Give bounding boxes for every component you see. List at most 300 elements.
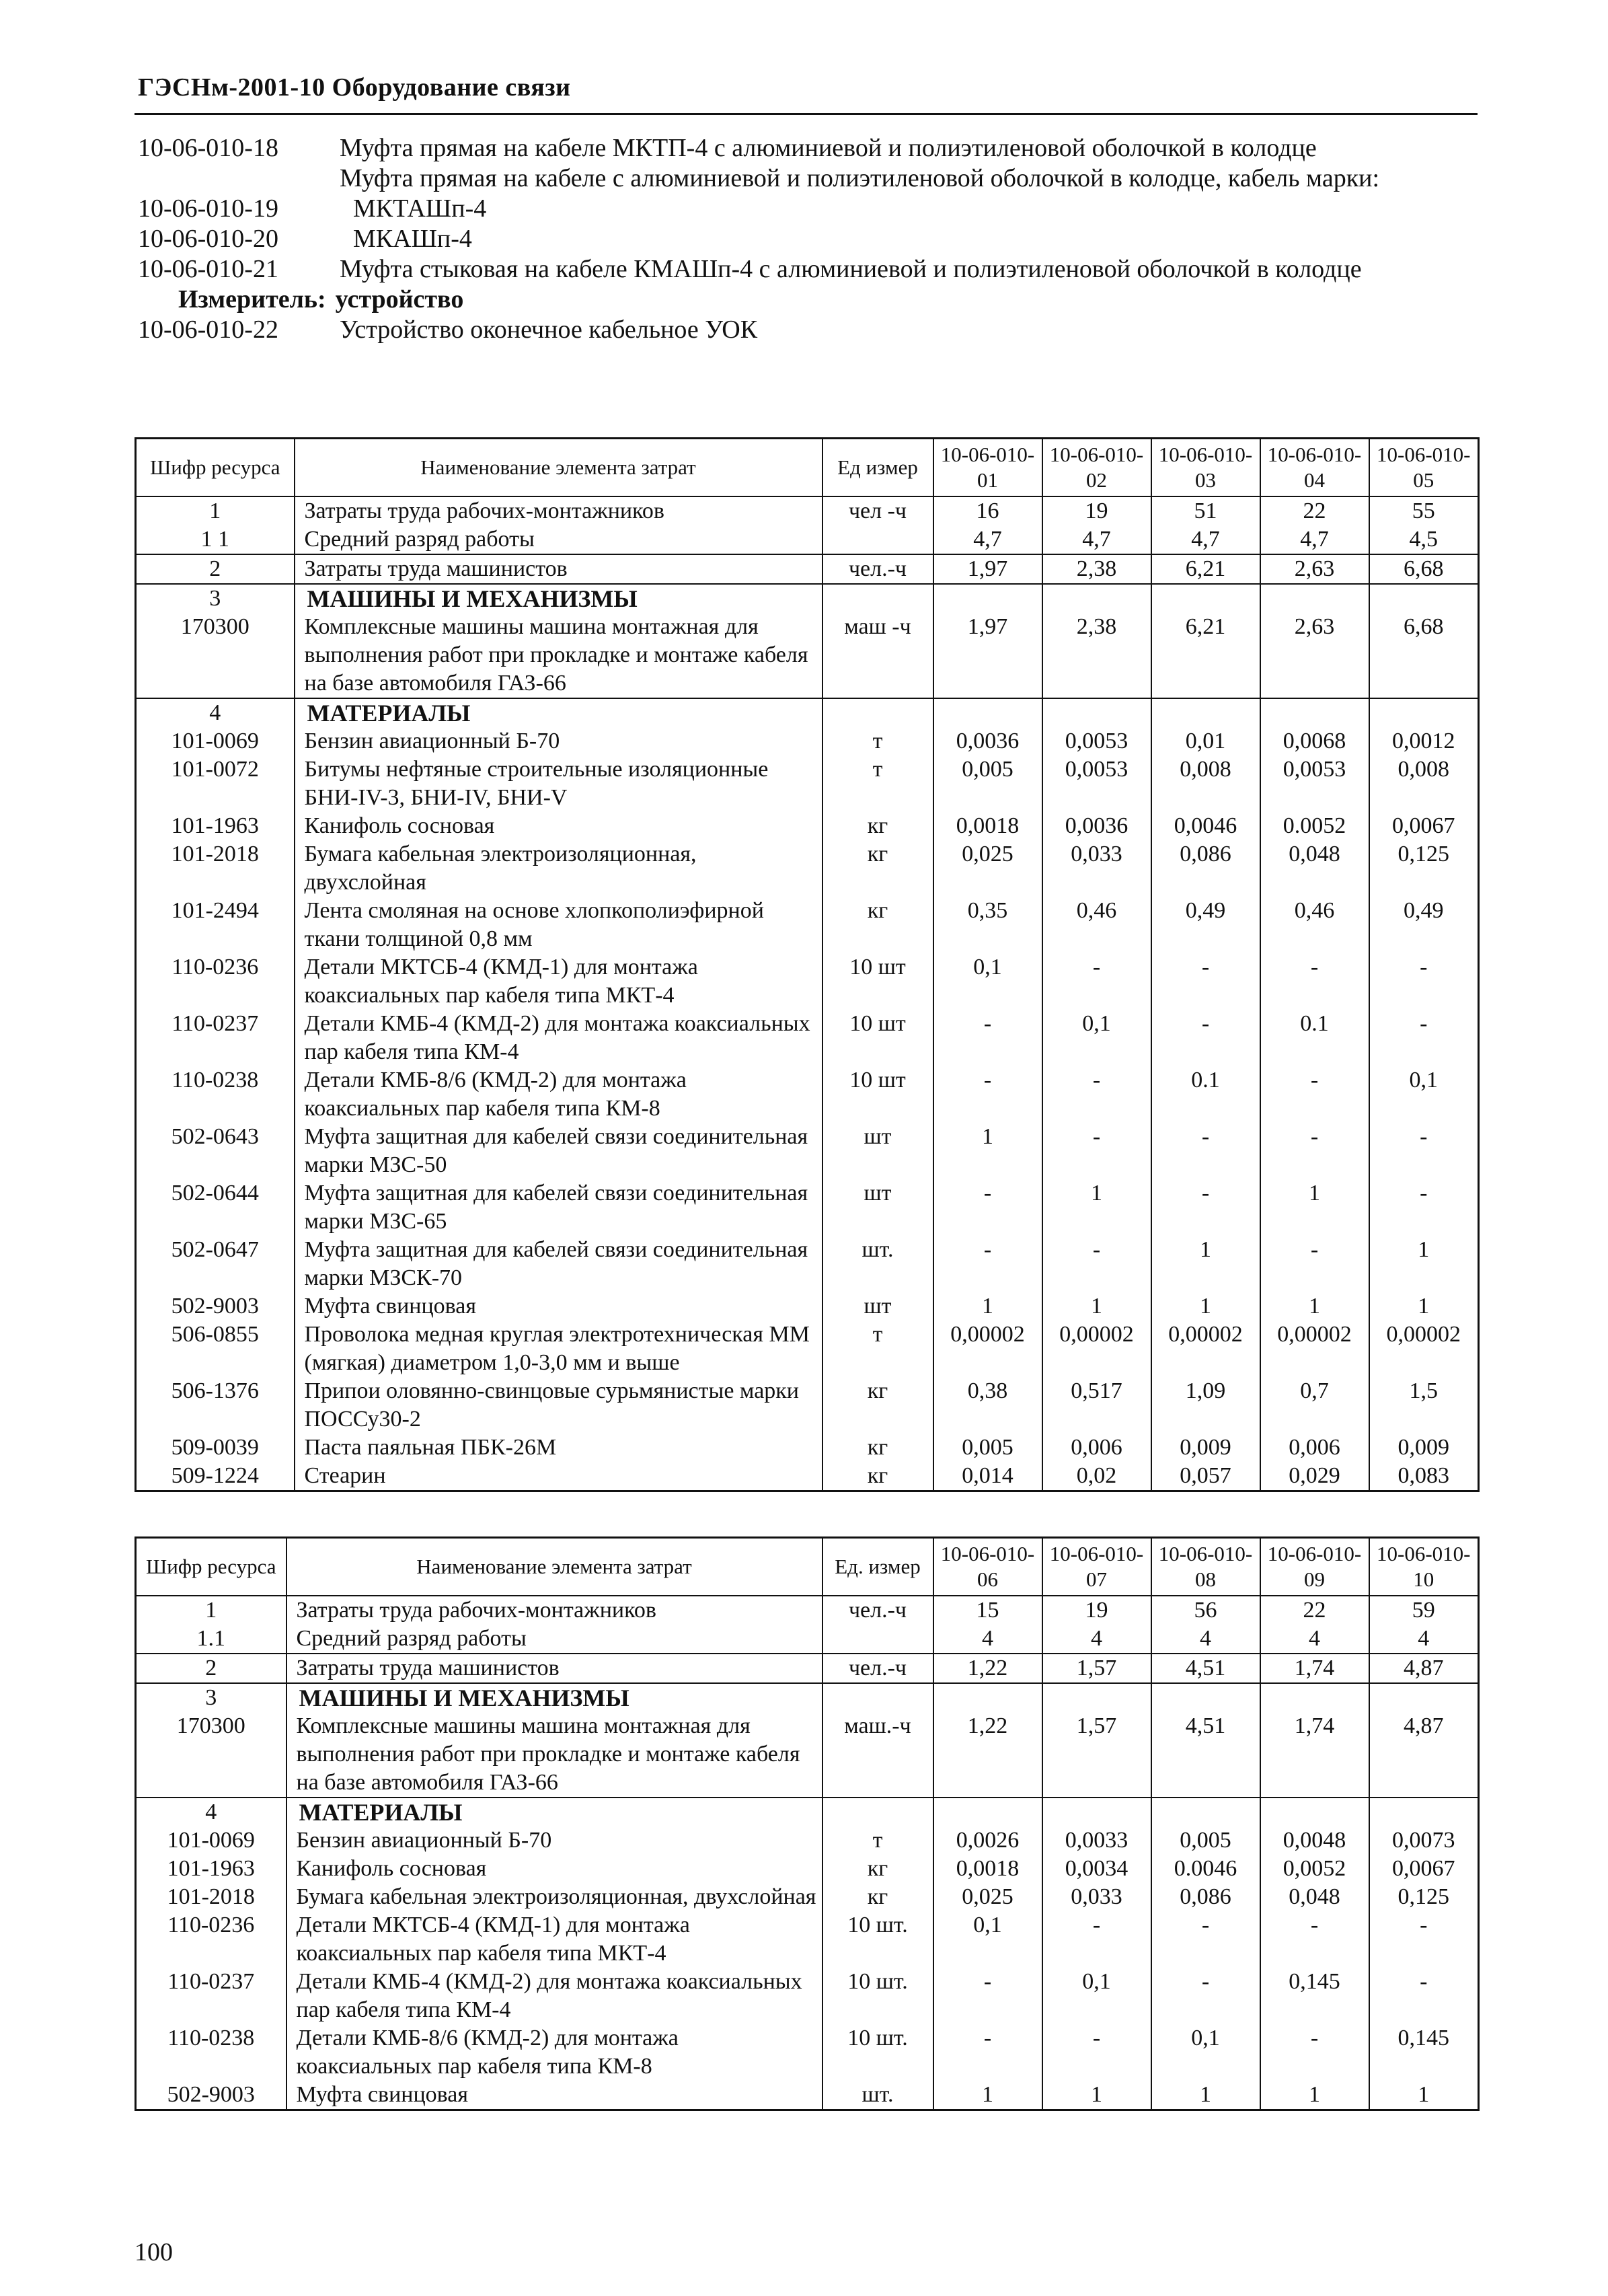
value-cell: 1 (1042, 2081, 1151, 2110)
cost-name-cell: Детали МКТСБ-4 (КМД-1) для монтажа коаксиальных пар кабеля типа МКТ-4 (295, 953, 822, 1010)
empty-cell (1369, 698, 1479, 727)
column-header: Шифр ресурса (136, 1538, 286, 1596)
resource-code-cell: 502-9003 (136, 2081, 286, 2110)
value-cell: 1 (1260, 1179, 1369, 1236)
value-cell: 0,086 (1151, 840, 1260, 897)
unit-cell: 10 шт (822, 953, 933, 1010)
value-cell: 1,97 (933, 613, 1042, 698)
entry-code: 10-06-010-21 (138, 255, 278, 283)
value-cell: 0,145 (1260, 1968, 1369, 2024)
value-cell: 0,1 (933, 953, 1042, 1010)
table-row (136, 897, 1479, 953)
value-cell: 4,51 (1151, 1712, 1260, 1798)
column-header: Наименование элемента затрат (295, 439, 822, 497)
value-cell: - (1151, 1123, 1260, 1179)
value-cell: 0,005 (933, 755, 1042, 812)
cost-name-cell: Муфта защитная для кабелей связи соединительная марки МЗСК-70 (295, 1236, 822, 1292)
value-cell: 0,0034 (1042, 1855, 1151, 1883)
resource-code-cell: 110-0238 (136, 1066, 295, 1123)
resource-code-cell: 101-0069 (136, 727, 295, 755)
value-cell: 4,51 (1151, 1654, 1260, 1683)
value-cell: - (1369, 1123, 1479, 1179)
entry-code: 10-06-010-20 (138, 225, 278, 253)
page-number: 100 (135, 2238, 173, 2266)
value-cell: 1,5 (1369, 1377, 1479, 1434)
cost-name-cell: Муфта защитная для кабелей связи соединительная марки МЗС-50 (295, 1123, 822, 1179)
value-cell: 22 (1260, 1596, 1369, 1625)
value-cell: 0,025 (933, 1883, 1042, 1911)
cost-name-cell: Припои оловянно-свинцовые сурьмянистые марки ПОССу30-2 (295, 1377, 822, 1434)
column-header: Ед измер (822, 439, 933, 497)
table-header-row (136, 439, 1479, 497)
value-cell: 0,048 (1260, 1883, 1369, 1911)
cost-name-cell: Бумага кабельная электроизоляционная, двухслойная (295, 840, 822, 897)
value-cell: 0,00002 (1260, 1321, 1369, 1377)
unit-cell: маш -ч (822, 613, 933, 698)
table-row (136, 554, 1479, 584)
cost-name-cell: Канифоль сосновая (286, 1855, 822, 1883)
resource-code-cell: 1 (136, 1596, 286, 1625)
value-cell: 0,008 (1151, 755, 1260, 812)
page-header: ГЭСНм-2001-10 Оборудование связи (138, 73, 571, 102)
unit-cell: чел.-ч (822, 554, 933, 584)
resource-code-cell: 3 (136, 1683, 286, 1712)
value-cell: 0,1 (1042, 1010, 1151, 1066)
table-row (136, 2024, 1479, 2081)
section-title-cell: МАТЕРИАЛЫ (295, 698, 822, 727)
value-cell: 1 (1151, 2081, 1260, 2110)
cost-name-cell: Детали МКТСБ-4 (КМД-1) для монтажа коаксиальных пар кабеля типа МКТ-4 (286, 1911, 822, 1968)
unit-cell: кг (822, 840, 933, 897)
value-cell: 56 (1151, 1596, 1260, 1625)
entry-code (138, 163, 340, 194)
entry-text: Муфта стыковая на кабеле КМАШп-4 с алюминиевой и полиэтиленовой оболочкой в колодце (340, 255, 1362, 283)
value-cell: 0,086 (1151, 1883, 1260, 1911)
cost-name-cell: Паста паяльная ПБК-26М (295, 1434, 822, 1462)
value-cell: - (1151, 953, 1260, 1010)
column-header: 10-06-010-04 (1260, 439, 1369, 497)
value-cell: - (1151, 1179, 1260, 1236)
value-cell: - (1369, 1010, 1479, 1066)
column-header: 10-06-010-02 (1042, 439, 1151, 497)
meter-value: устройство (335, 285, 464, 313)
value-cell: - (1151, 1968, 1260, 2024)
unit-cell: маш.-ч (822, 1712, 933, 1798)
unit-cell: кг (822, 1434, 933, 1462)
cost-name-cell: Канифоль сосновая (295, 812, 822, 840)
unit-cell: 10 шт (822, 1066, 933, 1123)
table-row (136, 1179, 1479, 1236)
value-cell: 1,22 (933, 1712, 1042, 1798)
column-header: 10-06-010-10 (1369, 1538, 1479, 1596)
entry (138, 133, 1490, 163)
value-cell: 1,22 (933, 1654, 1042, 1683)
table-row (136, 496, 1479, 525)
column-header: 10-06-010-07 (1042, 1538, 1151, 1596)
table-header-row (136, 1538, 1479, 1596)
unit-cell: шт (822, 1292, 933, 1321)
value-cell: 0,006 (1260, 1434, 1369, 1462)
resource-code-cell: 502-0644 (136, 1179, 295, 1236)
section-title-cell: МАШИНЫ И МЕХАНИЗМЫ (286, 1683, 822, 1712)
column-header: 10-06-010-01 (933, 439, 1042, 497)
value-cell: 4,7 (1260, 525, 1369, 554)
value-cell: - (933, 1066, 1042, 1123)
value-cell: 0,0036 (933, 727, 1042, 755)
table-row (136, 812, 1479, 840)
value-cell: 0,00002 (1151, 1321, 1260, 1377)
entry (138, 224, 1490, 254)
value-cell: 0,145 (1369, 2024, 1479, 2081)
value-cell: 0,0068 (1260, 727, 1369, 755)
value-cell: 0,125 (1369, 840, 1479, 897)
value-cell: - (933, 1010, 1042, 1066)
empty-cell (1042, 1683, 1151, 1712)
unit-cell: 10 шт. (822, 1911, 933, 1968)
value-cell: 6,68 (1369, 554, 1479, 584)
table-row (136, 1123, 1479, 1179)
table-row (136, 613, 1479, 698)
resource-code-cell: 110-0236 (136, 1911, 286, 1968)
value-cell: 4,87 (1369, 1654, 1479, 1683)
value-cell: 0,02 (1042, 1462, 1151, 1491)
section-title-cell: МАТЕРИАЛЫ (286, 1798, 822, 1826)
value-cell: - (1369, 1968, 1479, 2024)
value-cell: 0,00002 (1042, 1321, 1151, 1377)
resource-code-cell: 2 (136, 1654, 286, 1683)
cost-name-cell: Затраты труда машинистов (286, 1654, 822, 1683)
table-row (136, 525, 1479, 554)
value-cell: 0,0052 (1260, 1855, 1369, 1883)
resource-code-cell: 101-0069 (136, 1826, 286, 1855)
column-header: 10-06-010-09 (1260, 1538, 1369, 1596)
empty-cell (822, 1798, 933, 1826)
resource-code-cell: 110-0237 (136, 1968, 286, 2024)
column-header: Наименование элемента затрат (286, 1538, 822, 1596)
value-cell: 0,057 (1151, 1462, 1260, 1491)
resource-code-cell: 101-1963 (136, 1855, 286, 1883)
value-cell: 0,46 (1260, 897, 1369, 953)
cost-name-cell: Детали КМБ-8/6 (КМД-2) для монтажа коаксиальных пар кабеля типа КМ-8 (286, 2024, 822, 2081)
resource-code-cell: 506-0855 (136, 1321, 295, 1377)
empty-cell (1151, 698, 1260, 727)
resource-code-cell: 1 1 (136, 525, 295, 554)
table-row (136, 1712, 1479, 1798)
column-header: 10-06-010-08 (1151, 1538, 1260, 1596)
value-cell: 6,68 (1369, 613, 1479, 698)
entry-text: Муфта прямая на кабеле МКТП-4 с алюминиевой и полиэтиленовой оболочкой в колодце (340, 134, 1317, 162)
cost-name-cell: Проволока медная круглая электротехническая ММ (мягкая) диаметром 1,0-3,0 мм и выше (295, 1321, 822, 1377)
value-cell: 0,0067 (1369, 1855, 1479, 1883)
empty-cell (1369, 1798, 1479, 1826)
resource-table-2 (135, 1536, 1480, 2111)
unit-cell: 10 шт (822, 1010, 933, 1066)
cost-name-cell: Лента смоляная на основе хлопкополиэфирной ткани толщиной 0,8 мм (295, 897, 822, 953)
value-cell: - (1260, 1066, 1369, 1123)
value-cell: 0,006 (1042, 1434, 1151, 1462)
empty-cell (822, 1683, 933, 1712)
value-cell: 1 (1260, 1292, 1369, 1321)
value-cell: 0,005 (1151, 1826, 1260, 1855)
entry-code: 10-06-010-22 (138, 316, 278, 344)
section-title-cell: МАШИНЫ И МЕХАНИЗМЫ (295, 584, 822, 613)
value-cell: - (1042, 1123, 1151, 1179)
entries-block (138, 133, 1490, 345)
value-cell: 1 (933, 2081, 1042, 2110)
table-row (136, 1434, 1479, 1462)
table-row (136, 1654, 1479, 1683)
value-cell: 0,49 (1151, 897, 1260, 953)
value-cell: 0,125 (1369, 1883, 1479, 1911)
value-cell: 0,0026 (933, 1826, 1042, 1855)
value-cell: 0,0033 (1042, 1826, 1151, 1855)
value-cell: - (1369, 1179, 1479, 1236)
value-cell: - (1369, 1911, 1479, 1968)
entry-text: Муфта прямая на кабеле с алюминиевой и полиэтиленовой оболочкой в колодце, кабель марки: (340, 164, 1380, 192)
empty-cell (1151, 584, 1260, 613)
unit-cell: кг (822, 812, 933, 840)
value-cell: 0,00002 (933, 1321, 1042, 1377)
value-cell: 0,0036 (1042, 812, 1151, 840)
empty-cell (933, 584, 1042, 613)
value-cell: 0,49 (1369, 897, 1479, 953)
value-cell: 22 (1260, 496, 1369, 525)
cost-name-cell: Затраты труда рабочих-монтажников (295, 496, 822, 525)
cost-name-cell: Средний разряд работы (286, 1625, 822, 1654)
cost-name-cell: Комплексные машины машина монтажная для выполнения работ при прокладке и монтаже кабеля на базе автомобиля ГАЗ-66 (286, 1712, 822, 1798)
value-cell: 2,63 (1260, 613, 1369, 698)
resource-code-cell: 110-0236 (136, 953, 295, 1010)
table-row (136, 1968, 1479, 2024)
value-cell: 4,87 (1369, 1712, 1479, 1798)
value-cell: - (1042, 1066, 1151, 1123)
entry (138, 163, 1490, 194)
cost-name-cell: Бумага кабельная электроизоляционная, двухслойная (286, 1883, 822, 1911)
unit-cell: шт. (822, 1236, 933, 1292)
value-cell: 0,048 (1260, 840, 1369, 897)
value-cell: 0,0053 (1042, 755, 1151, 812)
table-row (136, 755, 1479, 812)
value-cell: 0,517 (1042, 1377, 1151, 1434)
unit-cell: т (822, 755, 933, 812)
value-cell: 1 (1042, 1292, 1151, 1321)
entry-code: 10-06-010-19 (138, 194, 278, 223)
value-cell: 0,0018 (933, 1855, 1042, 1883)
header-rule (135, 113, 1478, 115)
value-cell: 4 (1369, 1625, 1479, 1654)
empty-cell (1151, 1683, 1260, 1712)
table-row (136, 1798, 1479, 1826)
cost-name-cell: Детали КМБ-4 (КМД-2) для монтажа коаксиальных пар кабеля типа КМ-4 (286, 1968, 822, 2024)
value-cell: 1 (1151, 1236, 1260, 1292)
value-cell: 19 (1042, 1596, 1151, 1625)
resource-code-cell: 3 (136, 584, 295, 613)
value-cell: 1 (1260, 2081, 1369, 2110)
column-header: Ед. измер (822, 1538, 933, 1596)
value-cell: 0.1 (1151, 1066, 1260, 1123)
value-cell: 0,0053 (1260, 755, 1369, 812)
value-cell: 0,0053 (1042, 727, 1151, 755)
value-cell: 0,00002 (1369, 1321, 1479, 1377)
value-cell: 0,46 (1042, 897, 1151, 953)
cost-name-cell: Затраты труда рабочих-монтажников (286, 1596, 822, 1625)
cost-name-cell: Комплексные машины машина монтажная для выполнения работ при прокладке и монтаже кабеля на базе автомобиля ГАЗ-66 (295, 613, 822, 698)
empty-cell (1260, 1683, 1369, 1712)
value-cell: 1 (1151, 1292, 1260, 1321)
table-row (136, 1826, 1479, 1855)
cost-name-cell: Муфта свинцовая (286, 2081, 822, 2110)
table-row (136, 1321, 1479, 1377)
entry-code: 10-06-010-18 (138, 134, 278, 162)
value-cell: 0,1 (1151, 2024, 1260, 2081)
cost-name-cell: Муфта защитная для кабелей связи соединительная марки МЗС-65 (295, 1179, 822, 1236)
entry (138, 194, 1490, 224)
unit-cell: 10 шт. (822, 2024, 933, 2081)
unit-cell: кг (822, 897, 933, 953)
resource-code-cell: 509-0039 (136, 1434, 295, 1462)
value-cell: 1 (1369, 1236, 1479, 1292)
value-cell: 0.1 (1260, 1010, 1369, 1066)
unit-cell (822, 525, 933, 554)
value-cell: 1,74 (1260, 1654, 1369, 1683)
column-header: 10-06-010-06 (933, 1538, 1042, 1596)
value-cell: 1 (1369, 1292, 1479, 1321)
entry-text: Устройство оконечное кабельное УОК (340, 316, 758, 344)
unit-cell: чел.-ч (822, 1654, 933, 1683)
value-cell: 1 (933, 1123, 1042, 1179)
value-cell: 0,01 (1151, 727, 1260, 755)
meter-label: Измеритель: (178, 285, 326, 313)
value-cell: 0,38 (933, 1377, 1042, 1434)
value-cell: - (1260, 1123, 1369, 1179)
empty-cell (1260, 698, 1369, 727)
unit-cell: кг (822, 1883, 933, 1911)
value-cell: 0,033 (1042, 1883, 1151, 1911)
cost-name-cell: Битумы нефтяные строительные изоляционные БНИ-IV-3, БНИ-IV, БНИ-V (295, 755, 822, 812)
value-cell: 0,014 (933, 1462, 1042, 1491)
empty-cell (1260, 584, 1369, 613)
value-cell: 0,0067 (1369, 812, 1479, 840)
resource-code-cell: 101-2018 (136, 1883, 286, 1911)
table-row (136, 1883, 1479, 1911)
resource-code-cell: 2 (136, 554, 295, 584)
value-cell: 6,21 (1151, 613, 1260, 698)
resource-code-cell: 506-1376 (136, 1377, 295, 1434)
value-cell: 0,1 (1369, 1066, 1479, 1123)
table-row (136, 584, 1479, 613)
value-cell: 0,7 (1260, 1377, 1369, 1434)
empty-cell (1042, 1798, 1151, 1826)
table-row (136, 840, 1479, 897)
cost-name-cell: Бензин авиационный Б-70 (295, 727, 822, 755)
value-cell: 4 (1042, 1625, 1151, 1654)
table-row (136, 1855, 1479, 1883)
value-cell: 2,38 (1042, 613, 1151, 698)
resource-code-cell: 1.1 (136, 1625, 286, 1654)
value-cell: 1,74 (1260, 1712, 1369, 1798)
resource-code-cell: 170300 (136, 613, 295, 698)
value-cell: - (933, 1179, 1042, 1236)
empty-cell (1260, 1798, 1369, 1826)
column-header: Шифр ресурса (136, 439, 295, 497)
value-cell: 1,57 (1042, 1654, 1151, 1683)
value-cell: 0,009 (1151, 1434, 1260, 1462)
empty-cell (1151, 1798, 1260, 1826)
table-row (136, 1010, 1479, 1066)
unit-cell: кг (822, 1462, 933, 1491)
value-cell: 4,7 (933, 525, 1042, 554)
value-cell: 0,005 (933, 1434, 1042, 1462)
empty-cell (1042, 698, 1151, 727)
resource-code-cell: 101-0072 (136, 755, 295, 812)
meter-line (138, 285, 1490, 315)
empty-cell (933, 1683, 1042, 1712)
unit-cell: кг (822, 1377, 933, 1434)
cost-name-cell: Бензин авиационный Б-70 (286, 1826, 822, 1855)
resource-code-cell: 509-1224 (136, 1462, 295, 1491)
empty-cell (933, 698, 1042, 727)
value-cell: 55 (1369, 496, 1479, 525)
table-row (136, 727, 1479, 755)
value-cell: 0,0073 (1369, 1826, 1479, 1855)
unit-cell: т (822, 727, 933, 755)
resource-table-1 (135, 437, 1480, 1492)
table-row (136, 1625, 1479, 1654)
value-cell: - (1260, 2024, 1369, 2081)
value-cell: 0,008 (1369, 755, 1479, 812)
resource-code-cell: 502-0647 (136, 1236, 295, 1292)
value-cell: 0,025 (933, 840, 1042, 897)
value-cell: 16 (933, 496, 1042, 525)
value-cell: 4,7 (1151, 525, 1260, 554)
value-cell: 4 (933, 1625, 1042, 1654)
value-cell: 0,0048 (1260, 1826, 1369, 1855)
resource-code-cell: 170300 (136, 1712, 286, 1798)
resource-code-cell: 1 (136, 496, 295, 525)
unit-cell: чел.-ч (822, 1596, 933, 1625)
empty-cell (1369, 1683, 1479, 1712)
entry (138, 315, 1490, 345)
value-cell: 1 (1042, 1179, 1151, 1236)
table-row (136, 1683, 1479, 1712)
cost-name-cell: Детали КМБ-8/6 (КМД-2) для монтажа коаксиальных пар кабеля типа КМ-8 (295, 1066, 822, 1123)
value-cell: 0,029 (1260, 1462, 1369, 1491)
value-cell: 1,97 (933, 554, 1042, 584)
value-cell: - (1260, 953, 1369, 1010)
value-cell: 0.0046 (1151, 1855, 1260, 1883)
table-row (136, 698, 1479, 727)
entry-text: МКТАШп-4 (353, 194, 487, 223)
resource-code-cell: 502-0643 (136, 1123, 295, 1179)
value-cell: - (1042, 2024, 1151, 2081)
table-row (136, 1596, 1479, 1625)
value-cell: 4,5 (1369, 525, 1479, 554)
resource-code-cell: 4 (136, 698, 295, 727)
value-cell: 4 (1151, 1625, 1260, 1654)
value-cell: 0,1 (1042, 1968, 1151, 2024)
value-cell: 0,0018 (933, 812, 1042, 840)
value-cell: - (1042, 1911, 1151, 1968)
cost-name-cell: Стеарин (295, 1462, 822, 1491)
entry-text: МКАШп-4 (353, 225, 472, 253)
unit-cell: 10 шт. (822, 1968, 933, 2024)
value-cell: 0,033 (1042, 840, 1151, 897)
value-cell: 1 (1369, 2081, 1479, 2110)
value-cell: - (1151, 1911, 1260, 1968)
value-cell: 15 (933, 1596, 1042, 1625)
value-cell: - (1042, 953, 1151, 1010)
unit-cell: шт (822, 1123, 933, 1179)
